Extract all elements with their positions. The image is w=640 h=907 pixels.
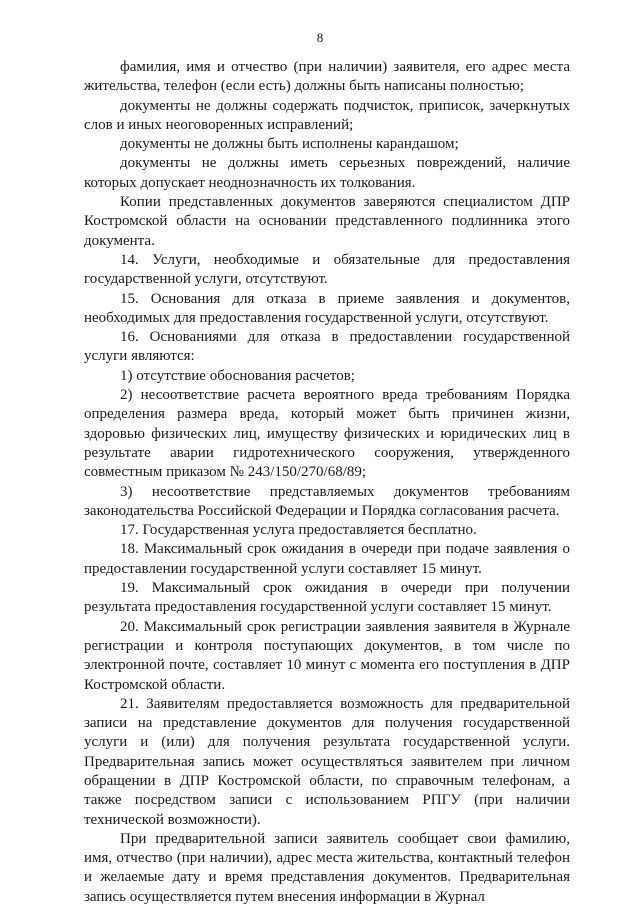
paragraph: документы не должны иметь серьезных повреждений, наличие которых допускает неоднозначность их толкования. — [84, 155, 570, 191]
paragraph: 14. Услуги, необходимые и обязательные для предоставления государственной услуги, отсутствуют. — [84, 251, 570, 288]
paragraph: Копии представленных документов заверяются специалистом ДПР Костромской области на основании представленного подлинника этого документа. — [84, 194, 570, 249]
paragraph: 21. Заявителям предоставляется возможность для предварительной записи на представление документов для получения государственной услуги и (или) для получения результата государственной услуги. Предварительная запись может осуществляться заявителем при личном обращении в ДПР Костромской области, по справочным телефонам, а также посредством записи с использованием РПГУ (при наличии технической возможности). — [84, 695, 570, 828]
paragraph: 18. Максимальный срок ожидания в очереди при подаче заявления о предоставлении государственной услуги составляет 15 минут. — [84, 541, 570, 577]
paragraph: документы не должны быть исполнены карандашом; — [120, 136, 459, 153]
paragraph: При предварительной записи заявитель сообщает свои фамилию, имя, отчество (при наличии), адрес места жительства, контактный телефон и желаемые дату и время представления документов. Предварительная запись осуществляется путем внесения информации в Журнал — [84, 830, 570, 905]
paragraph: 19. Максимальный срок ожидания в очереди при получении результата предоставления государственной услуги составляет 15 минут. — [84, 580, 570, 616]
paragraph: 1) отсутствие обоснования расчетов; — [120, 367, 355, 384]
paragraph: 16. Основаниями для отказа в предоставлении государственной услуги являются: — [84, 329, 570, 365]
page-number: 8 — [316, 30, 324, 45]
paragraph: фамилия, имя и отчество (при наличии) заявителя, его адрес места жительства, телефон (если есть) должны быть написаны полностью; — [84, 59, 570, 95]
paragraph: 17. Государственная услуга предоставляется бесплатно. — [120, 522, 477, 539]
paragraph: 2) несоответствие расчета вероятного вреда требованиям Порядка определения размера вреда, который может быть причинен жизни, здоровью физических лиц, имуществу физических и юридических лиц в результате аварии гидротехнического сооружения, утвержденного совместным приказом № 243/150/270/68/89; — [84, 387, 570, 481]
paragraph: 20. Максимальный срок регистрации заявления заявителя в Журнале регистрации и контроля поступающих документов, в том числе по электронной почте, составляет 10 минут с момента его поступления в ДПР Костромской области. — [84, 618, 570, 693]
paragraph: документы не должны содержать подчисток, приписок, зачеркнутых слов и иных неоговоренных исправлений; — [84, 97, 570, 133]
paragraph: 15. Основания для отказа в приеме заявления и документов, необходимых для предоставления государственной услуги, отсутствуют. — [84, 290, 570, 326]
document-body — [84, 58, 570, 907]
paragraph: 3) несоответствие представляемых документов требованиям законодательства Российской Федерации и Порядка согласования расчета. — [84, 483, 570, 519]
